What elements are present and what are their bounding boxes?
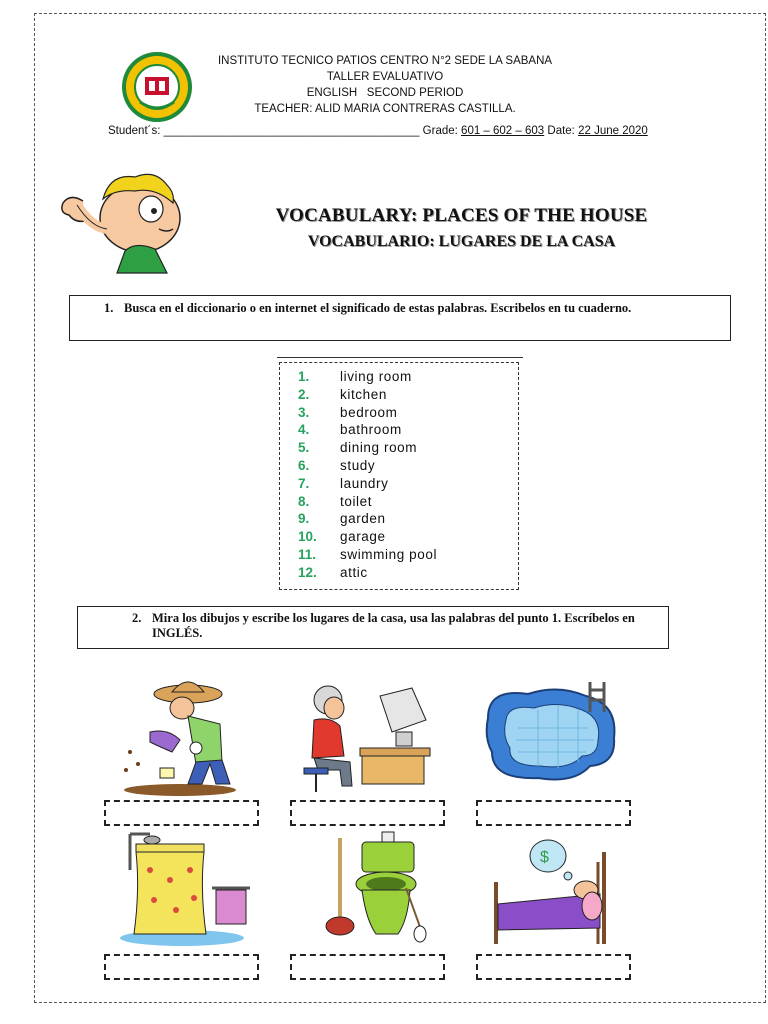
instruction-number: 2. [132, 611, 142, 625]
school-name: INSTITUTO TECNICO PATIOS CENTRO N°2 SEDE LA SABANA [217, 55, 553, 67]
title-spanish: VOCABULARIO: LUGARES DE LA CASA [307, 233, 616, 250]
list-item: 4. bathroom [298, 422, 402, 438]
date-label: Date: [547, 125, 575, 137]
list-item: 11. swimming pool [298, 547, 438, 562]
list-item: 7. laundry [298, 475, 389, 491]
answer-box[interactable] [476, 954, 631, 980]
student-name-blank[interactable]: ________________________________________ [163, 125, 420, 137]
list-item: 2. kitchen [298, 386, 387, 402]
svg-text:$: $ [540, 849, 549, 866]
instruction-number: 1. [104, 301, 114, 315]
bed-sleeping-icon [488, 832, 616, 946]
instruction-box-1 [69, 295, 731, 341]
answer-box[interactable] [476, 800, 631, 826]
list-item: 10. garage [298, 529, 386, 545]
answer-box[interactable] [290, 800, 445, 826]
teacher-name: TEACHER: ALID MARIA CONTRERAS CASTILLA. [254, 103, 516, 115]
answer-box[interactable] [104, 800, 259, 826]
instruction-text: Mira los dibujos y escribe los lugares de la casa, usa las palabras del punto 1. Escríbelos en INGLÉS. [152, 611, 635, 640]
list-item: 8. toilet [298, 493, 373, 509]
answer-box[interactable] [104, 954, 259, 980]
vocabulary-list [279, 362, 519, 590]
list-item: 3. bedroom [298, 404, 398, 420]
vocab-top-rule [277, 357, 523, 358]
list-item: 6. study [298, 458, 376, 473]
grade-label: Grade: [422, 125, 458, 137]
list-item: 12. attic [298, 564, 368, 580]
toilet-plunger-icon [310, 828, 428, 946]
list-item: 5. dining room [298, 440, 418, 456]
title-english: VOCABULARY: PLACES OF THE HOUSE [275, 205, 648, 226]
instruction-box-2 [77, 606, 669, 649]
computer-desk-icon [300, 676, 440, 796]
answer-box[interactable] [290, 954, 445, 980]
student-label: Student´s: [108, 125, 161, 137]
gardener-icon [110, 672, 250, 797]
grade-value: 601 – 602 – 603 [461, 125, 545, 137]
instruction-text: Busca en el diccionario o en internet el significado de estas palabras. Escribelos en tu cuaderno. [124, 301, 632, 315]
date-value: 22 June 2020 [578, 125, 648, 137]
student-info-line [108, 125, 648, 137]
subject-period: ENGLISH SECOND PERIOD [306, 87, 464, 99]
swimming-pool-icon [478, 678, 626, 790]
workshop-title: TALLER EVALUATIVO [326, 71, 444, 83]
list-item: 1. living room [298, 369, 412, 384]
shower-curtain-icon [110, 830, 258, 948]
list-item: 9. garden [298, 511, 386, 527]
school-header [120, 53, 650, 117]
